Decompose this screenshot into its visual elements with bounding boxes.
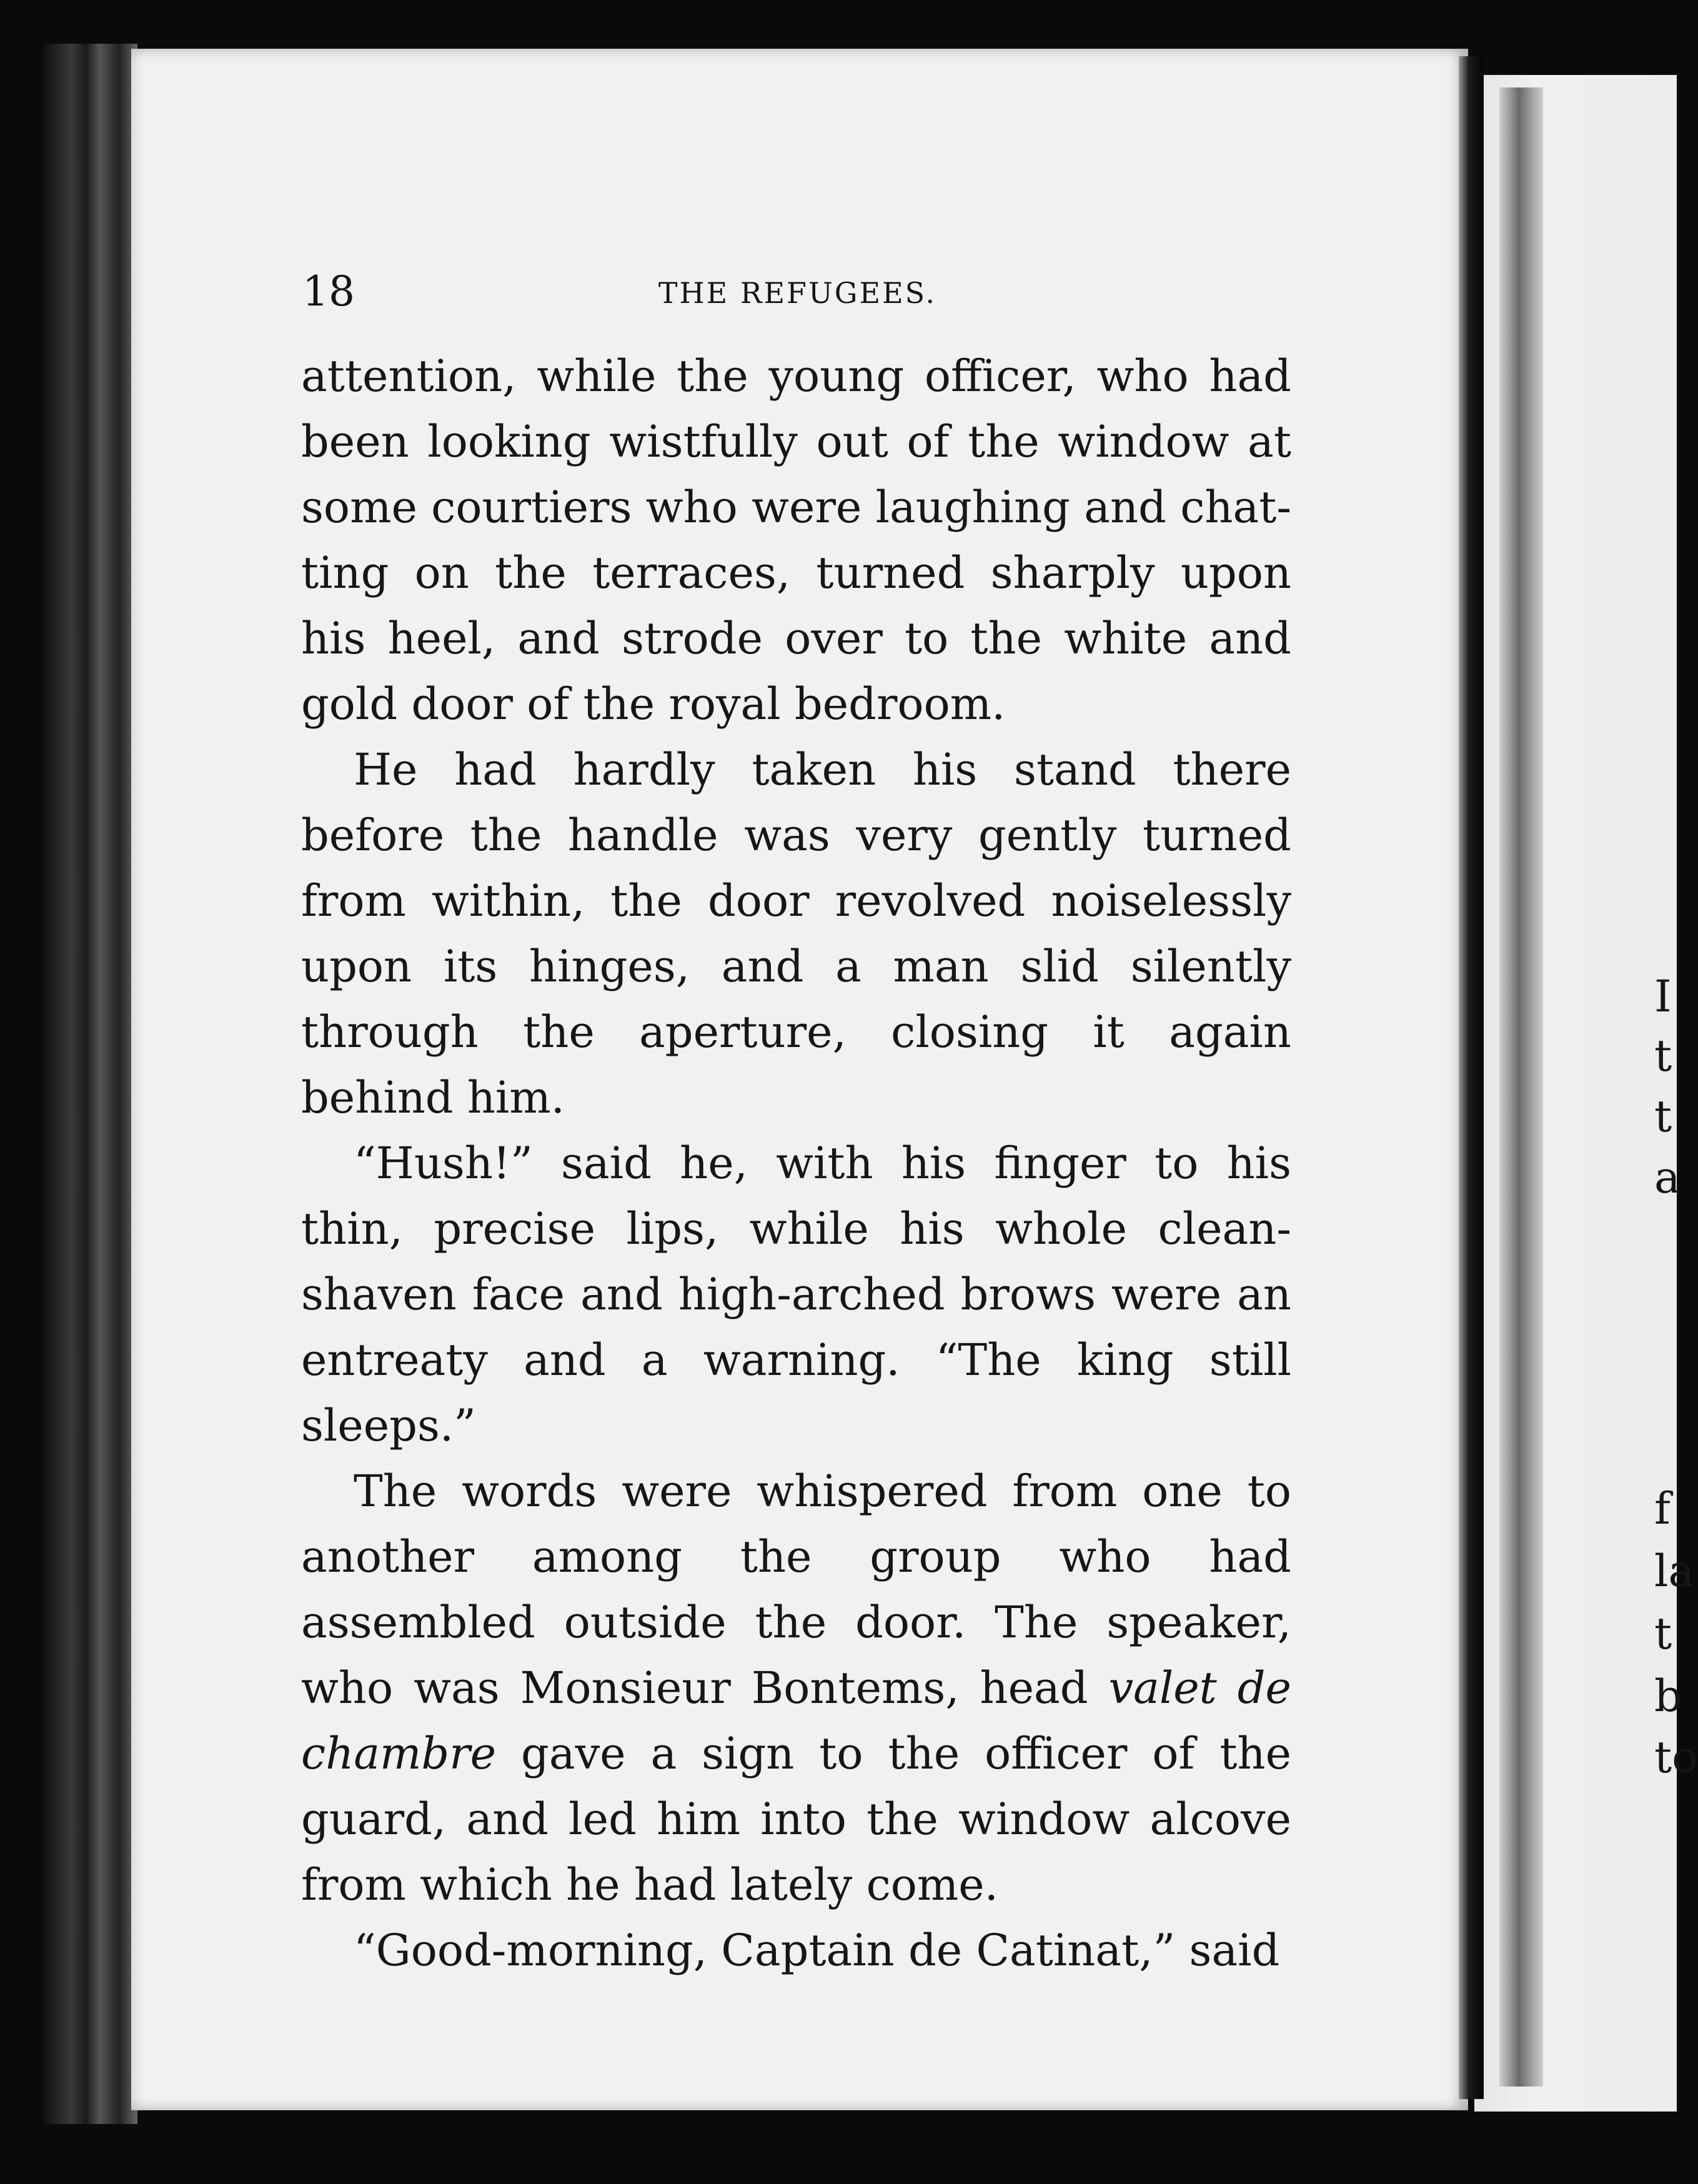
facing-page-fragment: to — [1654, 1732, 1698, 1783]
paragraph: He had hardly taken his stand there before the handle was very gently turned from within, the door revolved noiselessly upon its hinges, and a man slid silently through the aperture, closing it again behind him. — [301, 744, 1291, 1123]
page-gutter — [1459, 56, 1484, 2099]
paragraph-text: The words were whispered from one to another among the group who had assembled outside the door. The speaker, who was Monsieur Bontems, head — [301, 1466, 1291, 1714]
facing-page-fragment: t — [1654, 1608, 1672, 1659]
paragraph: “Hush!” said he, with his finger to his thin, precise lips, while his whole clean-shaven face and high-arched brows were an entreaty and a warning. “The king still sleeps.” — [301, 1138, 1291, 1451]
book-binding-edge — [44, 44, 137, 2124]
body-text — [301, 344, 1291, 1983]
running-head — [302, 267, 1293, 317]
italic-phrase: valet de chambre — [301, 1662, 1291, 1779]
paragraph-text: gave a sign to the officer of the guard, and led him into the window alcove from which he had lately come. — [301, 1728, 1291, 1910]
paragraph: attention, while the young officer, who had been looking wistfully out of the window at some courtiers who were laughing and chatting on the terraces, turned sharply upon his heel, and strode over to the white and gold door of the royal bedroom. — [301, 350, 1291, 730]
facing-page-fragment: t — [1654, 1030, 1672, 1081]
facing-page-fragment: la — [1654, 1546, 1695, 1597]
facing-page-shadow — [1499, 87, 1543, 2087]
facing-page-fragment: b — [1654, 1670, 1682, 1722]
paragraph — [301, 1459, 1291, 1918]
page-number: 18 — [302, 267, 355, 315]
facing-page-fragment: t — [1654, 1091, 1672, 1142]
facing-page-fragment: f — [1654, 1483, 1671, 1534]
facing-page-fragment: I — [1654, 971, 1672, 1022]
paragraph: “Good-morning, Captain de Catinat,” said — [354, 1925, 1280, 1976]
facing-page-fragment: a — [1654, 1152, 1681, 1203]
running-title: THE REFUGEES. — [658, 276, 937, 310]
